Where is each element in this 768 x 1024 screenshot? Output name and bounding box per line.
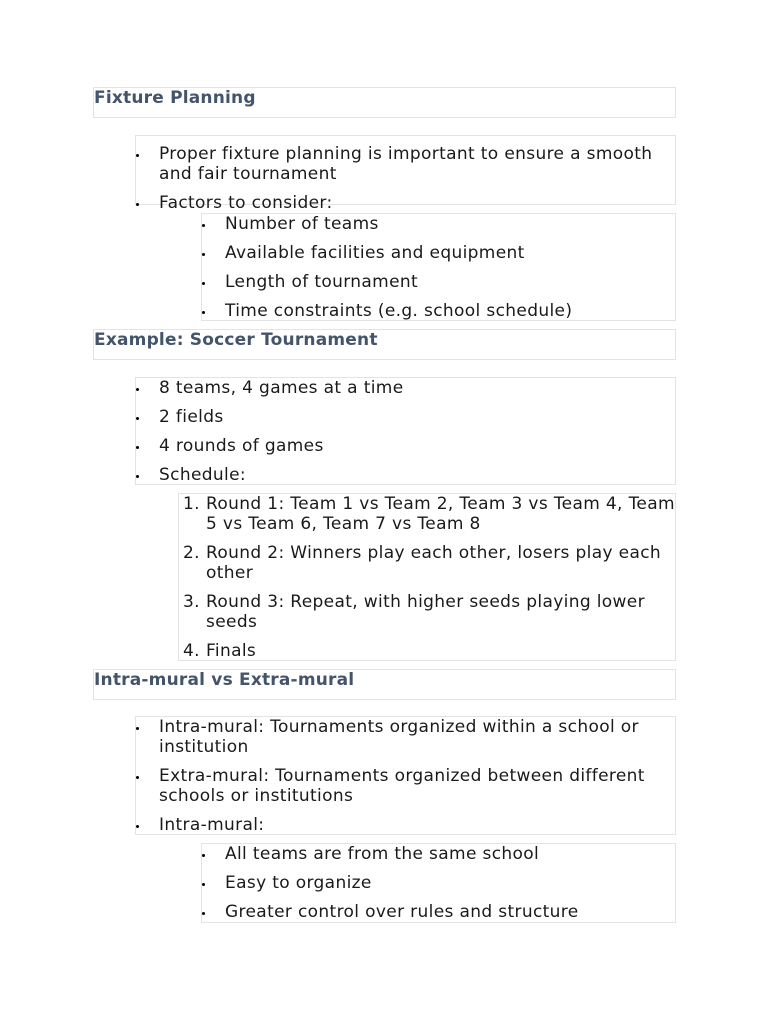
numbered-item <box>179 641 675 661</box>
list-item: Intra-mural: <box>136 815 675 835</box>
list-item: Length of tournament <box>202 272 675 292</box>
numbered-item <box>179 592 675 632</box>
list-item: Easy to organize <box>202 873 675 893</box>
list-item: Proper fixture planning is important to ensure a smooth and fair tournament <box>136 144 675 184</box>
item-number: 1. <box>183 494 200 514</box>
list-item: Factors to consider: <box>136 193 675 213</box>
section-heading-intra-extra <box>93 669 676 700</box>
numbered-item <box>179 543 675 583</box>
numbered-list-schedule <box>178 493 676 661</box>
bullet-list-mural-definitions <box>135 716 676 835</box>
list-item: Available facilities and equipment <box>202 243 675 263</box>
bullet-list-soccer-facts <box>135 377 676 485</box>
list-item: 4 rounds of games <box>136 436 675 456</box>
item-text: Round 1: Team 1 vs Team 2, Team 3 vs Team 4, Team 5 vs Team 6, Team 7 vs Team 8 <box>206 494 675 534</box>
list-item: Schedule: <box>136 465 675 485</box>
bullet-list-fixture-intro <box>135 135 676 213</box>
list-item: Number of teams <box>202 214 675 234</box>
item-number: 3. <box>183 592 200 612</box>
list-item: Intra-mural: Tournaments organized within a school or institution <box>136 717 675 757</box>
item-number: 2. <box>183 543 200 563</box>
item-text: Round 2: Winners play each other, losers play each other <box>206 543 662 583</box>
numbered-item <box>179 494 675 534</box>
bullet-list-factors <box>201 213 676 321</box>
list-item: 2 fields <box>136 407 675 427</box>
section-heading-text: Example: Soccer Tournament <box>94 330 378 350</box>
item-text: Finals <box>206 641 257 661</box>
section-heading-fixture-planning <box>93 87 676 118</box>
section-heading-text: Intra-mural vs Extra-mural <box>94 670 355 690</box>
list-item: All teams are from the same school <box>202 844 675 864</box>
section-heading-text: Fixture Planning <box>94 88 256 108</box>
list-item: Extra-mural: Tournaments organized between different schools or institutions <box>136 766 675 806</box>
item-number: 4. <box>183 641 200 661</box>
list-item: 8 teams, 4 games at a time <box>136 378 675 398</box>
list-item: Time constraints (e.g. school schedule) <box>202 301 675 321</box>
item-text: Round 3: Repeat, with higher seeds playing lower seeds <box>206 592 645 632</box>
bullet-list-intra-mural-points <box>201 843 676 923</box>
section-heading-soccer-example <box>93 329 676 360</box>
list-item: Greater control over rules and structure <box>202 902 675 922</box>
